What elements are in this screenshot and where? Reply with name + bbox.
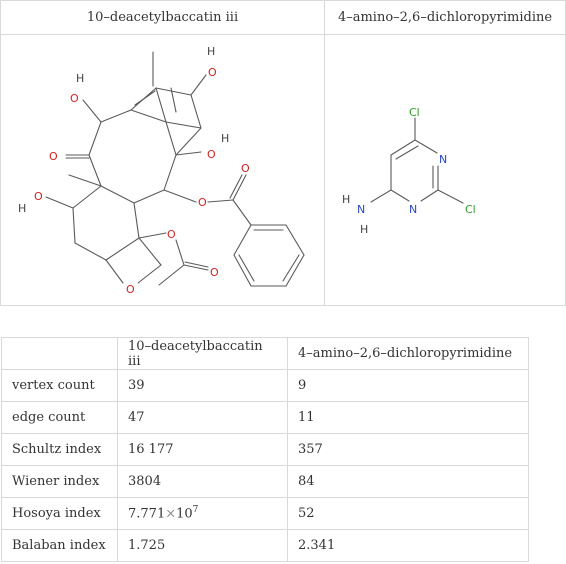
table-header-cell: 4–amino–2,6–dichloropyrimidine: [288, 338, 529, 370]
compound-b-atoms: [342, 106, 476, 236]
compound-a-bonds: [46, 52, 304, 286]
cell-value: 16 177: [118, 434, 288, 466]
atom-label: O: [207, 148, 216, 161]
hosoya-exponent: 7: [192, 505, 199, 516]
times-sign: ×: [165, 506, 177, 522]
table-row: [2, 498, 529, 530]
compound-a-header: 10–deacetylbaccatin iii: [1, 1, 325, 35]
cell-value: 52: [288, 498, 529, 530]
atom-label: Cl: [409, 106, 420, 119]
atom-label: N: [409, 203, 418, 216]
atom-label: H: [221, 132, 230, 145]
table-row: [2, 530, 529, 562]
row-label: Hosoya index: [2, 498, 118, 530]
atom-label: O: [208, 66, 217, 79]
table-row: [2, 466, 529, 498]
properties-table: [1, 337, 529, 562]
cell-value: 39: [118, 370, 288, 402]
cell-value: 84: [288, 466, 529, 498]
compound-b-structure: [325, 35, 565, 305]
atom-label: O: [34, 190, 43, 203]
hosoya-base: 10: [176, 506, 193, 522]
hosoya-mantissa: 7.771: [128, 506, 166, 522]
atom-label: O: [49, 150, 58, 163]
atom-label: O: [210, 266, 219, 279]
compound-b-structure-cell: [325, 35, 566, 306]
table-row: [2, 434, 529, 466]
table-row: [2, 402, 529, 434]
atom-label: O: [241, 162, 250, 175]
cell-value: 1.725: [118, 530, 288, 562]
table-row: [2, 370, 529, 402]
row-label: Wiener index: [2, 466, 118, 498]
row-label: Schultz index: [2, 434, 118, 466]
atom-label: O: [126, 283, 135, 296]
cell-value: 47: [118, 402, 288, 434]
cell-value: 11: [288, 402, 529, 434]
atom-label: O: [198, 196, 207, 209]
compound-a-structure-cell: [1, 35, 325, 306]
atom-label: H: [360, 223, 369, 236]
compound-b-bonds: [371, 118, 463, 203]
atom-label: H: [18, 202, 27, 215]
row-label: edge count: [2, 402, 118, 434]
atom-label: N: [439, 153, 448, 166]
compound-a-atoms: [18, 45, 250, 296]
cell-value: 357: [288, 434, 529, 466]
table-header-row: [2, 338, 529, 370]
atom-label: Cl: [465, 203, 476, 216]
table-header-cell: 10–deacetylbaccatin iii: [118, 338, 288, 370]
atom-label: H: [342, 193, 351, 206]
cell-value: 3804: [118, 466, 288, 498]
table-header-cell: [2, 338, 118, 370]
atom-label: H: [207, 45, 216, 58]
cell-value: 9: [288, 370, 529, 402]
compound-a-structure: [1, 35, 324, 305]
cell-value: [118, 498, 288, 530]
compound-b-header: 4–amino–2,6–dichloropyrimidine: [325, 1, 566, 35]
atom-label: O: [70, 92, 79, 105]
row-label: Balaban index: [2, 530, 118, 562]
row-label: vertex count: [2, 370, 118, 402]
atom-label: H: [76, 72, 85, 85]
atom-label: N: [357, 203, 366, 216]
atom-label: O: [167, 228, 176, 241]
cell-value: 2.341: [288, 530, 529, 562]
